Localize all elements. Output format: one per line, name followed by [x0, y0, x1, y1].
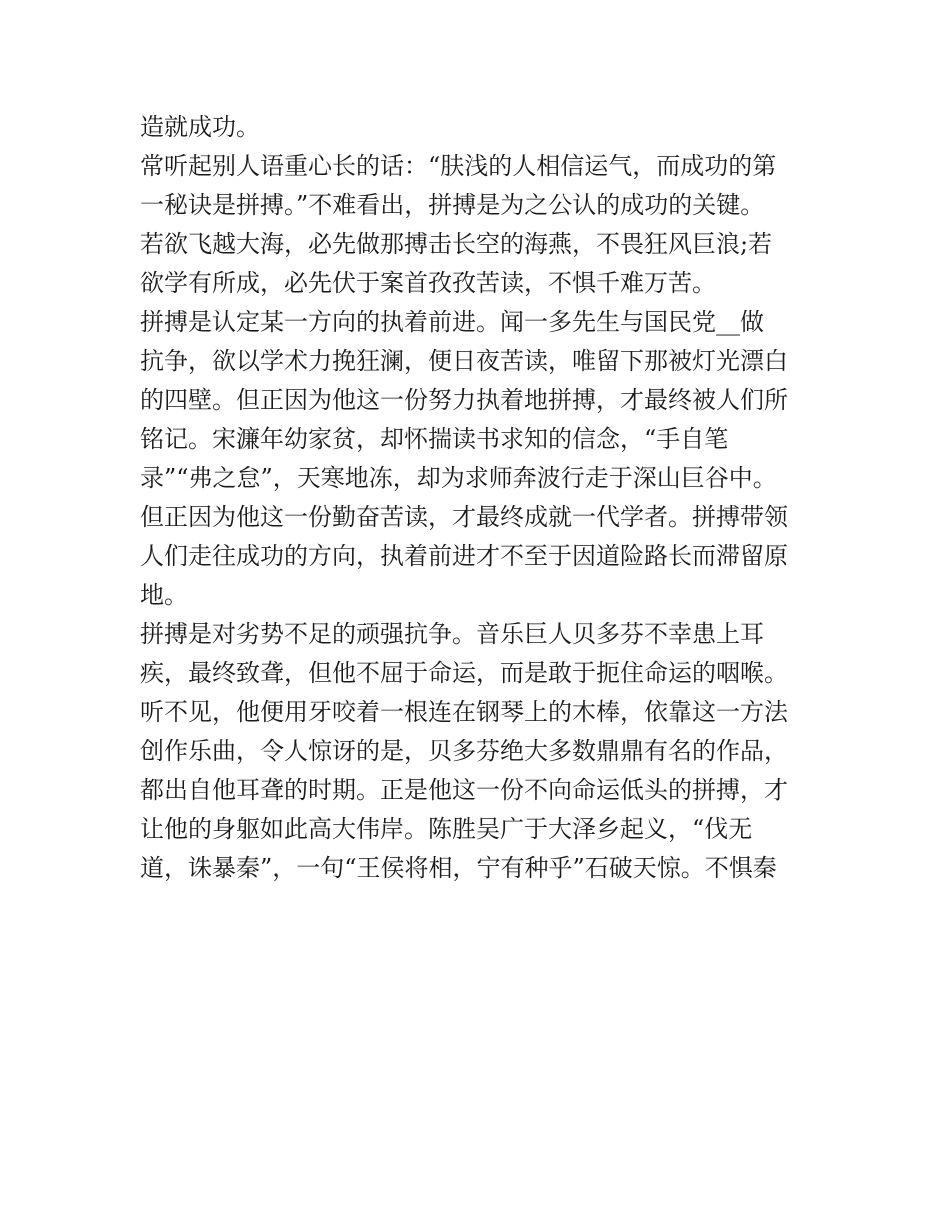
text-line: 拼搏是认定某一方向的执着前进。闻一多先生与国民党__做	[140, 308, 764, 336]
text-line: 欲学有所成，必先伏于案首孜孜苦读，不惧千难万苦。	[140, 269, 716, 297]
text-line: 的四壁。但正因为他这一份努力执着地拼搏，才最终被人们所	[140, 386, 788, 414]
text-line: 疾，最终致聋，但他不屈于命运，而是敢于扼住命运的咽喉。	[140, 659, 788, 687]
text-line: 地。	[140, 581, 188, 609]
text-line: 抗争，欲以学术力挽狂澜，便日夜苦读，唯留下那被灯光漂白	[140, 347, 788, 375]
essay-text	[140, 108, 820, 888]
text-line: 铭记。宋濂年幼家贫，却怀揣读书求知的信念，“手自笔	[140, 425, 729, 453]
text-line: 拼搏是对劣势不足的顽强抗争。音乐巨人贝多芬不幸患上耳	[140, 620, 764, 648]
text-line: 录”“弗之怠”，天寒地冻，却为求师奔波行走于深山巨谷中。	[140, 464, 777, 492]
text-line: 造就成功。	[140, 113, 260, 141]
text-line: 让他的身躯如此高大伟岸。陈胜吴广于大泽乡起义，“伐无	[140, 815, 753, 843]
text-line: 常听起别人语重心长的话：“肤浅的人相信运气，而成功的第	[140, 152, 777, 180]
text-line: 都出自他耳聋的时期。正是他这一份不向命运低头的拼搏，才	[140, 776, 788, 804]
text-line: 听不见，他便用牙咬着一根连在钢琴上的木棒，依靠这一方法	[140, 698, 788, 726]
text-line: 但正因为他这一份勤奋苦读，才最终成就一代学者。拼搏带领	[140, 503, 788, 531]
text-line: 一秘诀是拼搏。”不难看出，拼搏是为之公认的成功的关键。	[140, 191, 765, 219]
text-line: 人们走往成功的方向，执着前进才不至于因道险路长而滞留原	[140, 542, 788, 570]
text-line: 道，诛暴秦”，一句“王侯将相，宁有种乎”石破天惊。不惧秦	[140, 854, 777, 882]
text-line: 创作乐曲，令人惊讶的是，贝多芬绝大多数鼎鼎有名的作品，	[140, 737, 788, 765]
text-line: 若欲飞越大海，必先做那搏击长空的海燕，不畏狂风巨浪;若	[140, 230, 773, 258]
